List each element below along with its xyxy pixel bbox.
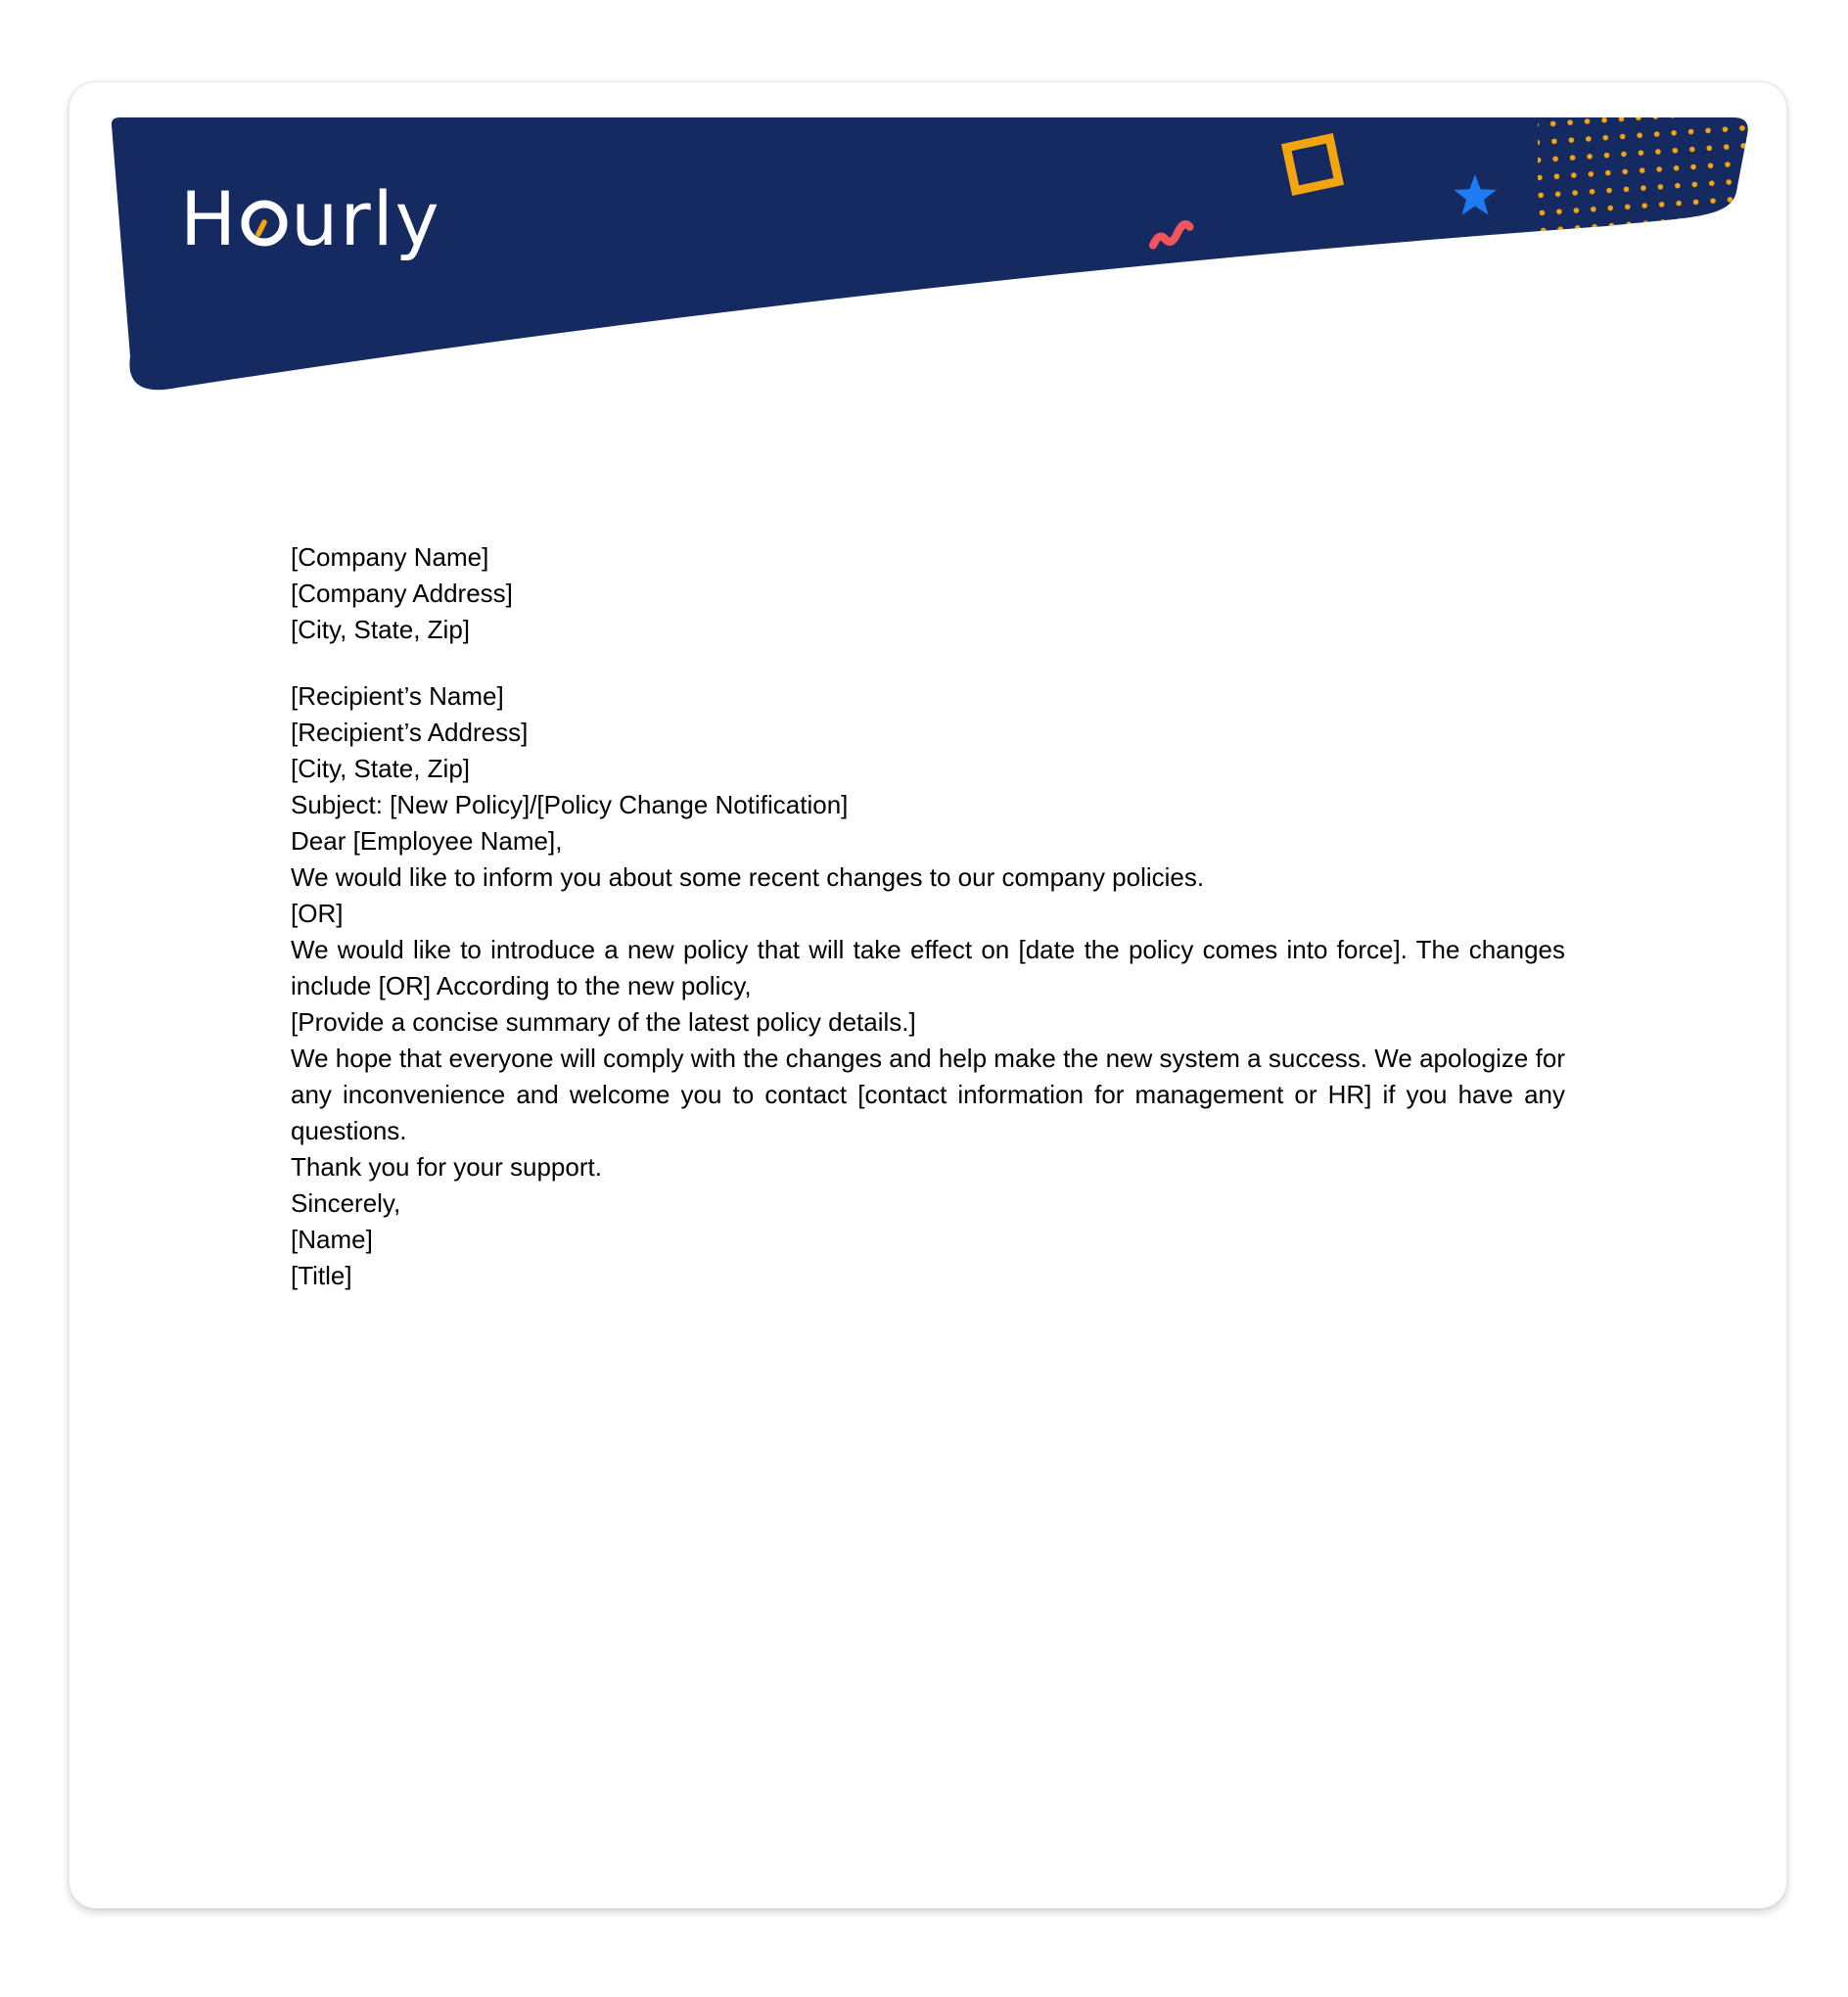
logo-text-rest: urly <box>291 175 441 262</box>
signature-title: [Title] <box>291 1261 352 1290</box>
paragraph-inform: We would like to inform you about some recent changes to our company policies. <box>291 862 1205 892</box>
salutation: Dear [Employee Name], <box>291 826 563 856</box>
hourly-logo <box>180 175 441 262</box>
paragraph-summary-placeholder: [Provide a concise summary of the latest policy details.] <box>291 1007 916 1037</box>
subject-line: Subject: [New Policy]/[Policy Change Notification] <box>291 790 849 819</box>
logo-text-first: H <box>180 175 239 262</box>
recipient-address: [Recipient’s Address] <box>291 718 529 747</box>
sender-city-state-zip: [City, State, Zip] <box>291 615 471 644</box>
sender-address-block <box>291 539 1565 648</box>
paragraph-thanks: Thank you for your support. <box>291 1152 602 1182</box>
paragraph-or: [OR] <box>291 899 344 928</box>
recipient-name: [Recipient’s Name] <box>291 681 504 711</box>
clock-o-icon <box>241 200 288 247</box>
letter-card <box>69 81 1787 1909</box>
closing-sincerely: Sincerely, <box>291 1188 401 1218</box>
recipient-city-state-zip: [City, State, Zip] <box>291 754 471 783</box>
paragraph-hope: We hope that everyone will comply with the changes and help make the new system a success. We apologize for any inconvenience and welcome you to contact [contact information for management or HR] if you have any questions. <box>291 1044 1565 1145</box>
recipient-address-block <box>291 678 1565 787</box>
signature-name: [Name] <box>291 1225 373 1254</box>
letter-body <box>291 539 1565 1294</box>
sender-company-address: [Company Address] <box>291 579 513 608</box>
paragraph-introduce: We would like to introduce a new policy that will take effect on [date the policy comes into force]. The changes include [OR] According to the new policy, <box>291 935 1565 1000</box>
dots-pattern <box>1538 112 1763 307</box>
sender-company-name: [Company Name] <box>291 542 489 572</box>
